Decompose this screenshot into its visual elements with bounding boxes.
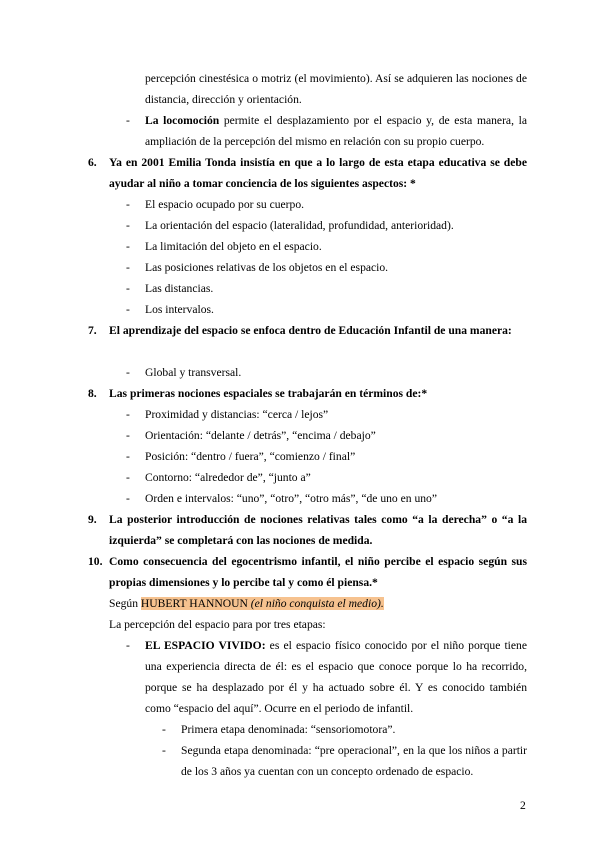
q10-number: 10. — [88, 555, 103, 568]
intro-paragraph: percepción cinestésica o motriz (el movimiento). Así se adquieren las nociones de distancia, dirección y orientación. — [145, 72, 527, 106]
bullet-dash: - — [126, 471, 130, 484]
q8-item: Posición: “dentro / fuera”, “comienzo / final” — [145, 450, 356, 463]
q6-item: Los intervalos. — [145, 303, 214, 316]
percepcion-line: La percepción del espacio para por tres etapas: — [109, 618, 326, 631]
q10-text: Como consecuencia del egocentrismo infantil, el niño percibe el espacio según sus propias dimensiones y lo percibe tal y como él piensa.* — [109, 555, 527, 589]
sub-item: Primera etapa denominada: “sensoriomotora”. — [181, 723, 396, 736]
bullet-dash: - — [126, 198, 130, 211]
q6-item: La orientación del espacio (lateralidad, profundidad, anterioridad). — [145, 219, 454, 232]
bullet-dash: - — [126, 282, 130, 295]
q8-text: Las primeras nociones espaciales se trabajarán en términos de:* — [109, 387, 428, 400]
bullet-dash: - — [126, 429, 130, 442]
locomocion-text: permite el desplazamiento por el espacio y, de esta manera, la ampliación de la percepción del mismo en relación con su propio cuerpo. — [145, 114, 527, 148]
bullet-dash: - — [126, 366, 130, 379]
bullet-dash: - — [126, 639, 130, 652]
q6-text: Ya en 2001 Emilia Tonda insistía en que a lo largo de esta etapa educativa se debe ayudar al niño a tomar conciencia de los siguientes aspectos: * — [109, 156, 527, 190]
q9-number: 9. — [88, 513, 97, 526]
q6-number: 6. — [88, 156, 97, 169]
q8-item: Orden e intervalos: “uno”, “otro”, “otro más”, “de uno en uno” — [145, 492, 437, 505]
segun-prefix: Según — [109, 597, 141, 610]
espacio-vivido-bold: EL ESPACIO VIVIDO: — [145, 639, 266, 652]
bullet-dash: - — [126, 219, 130, 232]
q8-item: Orientación: “delante / detrás”, “encima / debajo” — [145, 429, 376, 442]
q6-item: Las posiciones relativas de los objetos en el espacio. — [145, 261, 389, 274]
bullet-dash: - — [126, 492, 130, 505]
espacio-vivido-paragraph — [145, 635, 527, 719]
hannoun-highlight — [141, 597, 384, 610]
bullet-dash: - — [126, 114, 130, 127]
espacio-vivido-text: es el espacio físico conocido por el niño porque tiene una experiencia directa de él: es el espacio que conoce porque lo ha recorrido, porque se ha desplazado por él y ha actuado sobre él. Y es conocido también como “espacio del aquí”. Ocurre en el periodo de infantil. — [145, 639, 527, 715]
q6-item: El espacio ocupado por su cuerpo. — [145, 198, 305, 211]
q8-item: Proximidad y distancias: “cerca / lejos” — [145, 408, 329, 421]
locomocion-bold: La locomoción — [145, 114, 220, 127]
sub-item: Segunda etapa denominada: “pre operacional”, en la que los niños a partir de los 3 años ya cuentan con un concepto ordenado de espacio. — [181, 744, 527, 778]
q6-item: Las distancias. — [145, 282, 214, 295]
q7-text: El aprendizaje del espacio se enfoca dentro de Educación Infantil de una manera: — [109, 324, 512, 337]
q7-number: 7. — [88, 324, 97, 337]
bullet-dash: - — [126, 240, 130, 253]
locomocion-paragraph — [145, 110, 527, 152]
q8-number: 8. — [88, 387, 97, 400]
segun-line — [109, 593, 384, 614]
q9-text: La posterior introducción de nociones relativas tales como “a la derecha” o “a la izquierda” se completará con las nociones de medida. — [109, 513, 527, 547]
sub-bullet-dash: - — [162, 744, 166, 757]
q6-item: La limitación del objeto en el espacio. — [145, 240, 322, 253]
page-number: 2 — [520, 799, 526, 812]
q8-item: Contorno: “alrededor de”, “junto a” — [145, 471, 311, 484]
bullet-dash: - — [126, 261, 130, 274]
bullet-dash: - — [126, 408, 130, 421]
bullet-dash: - — [126, 450, 130, 463]
hannoun-italic: (el niño conquista el medio). — [247, 597, 384, 610]
hannoun-author: HUBERT HANNOUN — [140, 597, 248, 610]
bullet-dash: - — [126, 303, 130, 316]
sub-bullet-dash: - — [162, 723, 166, 736]
q7-item: Global y transversal. — [145, 366, 242, 379]
